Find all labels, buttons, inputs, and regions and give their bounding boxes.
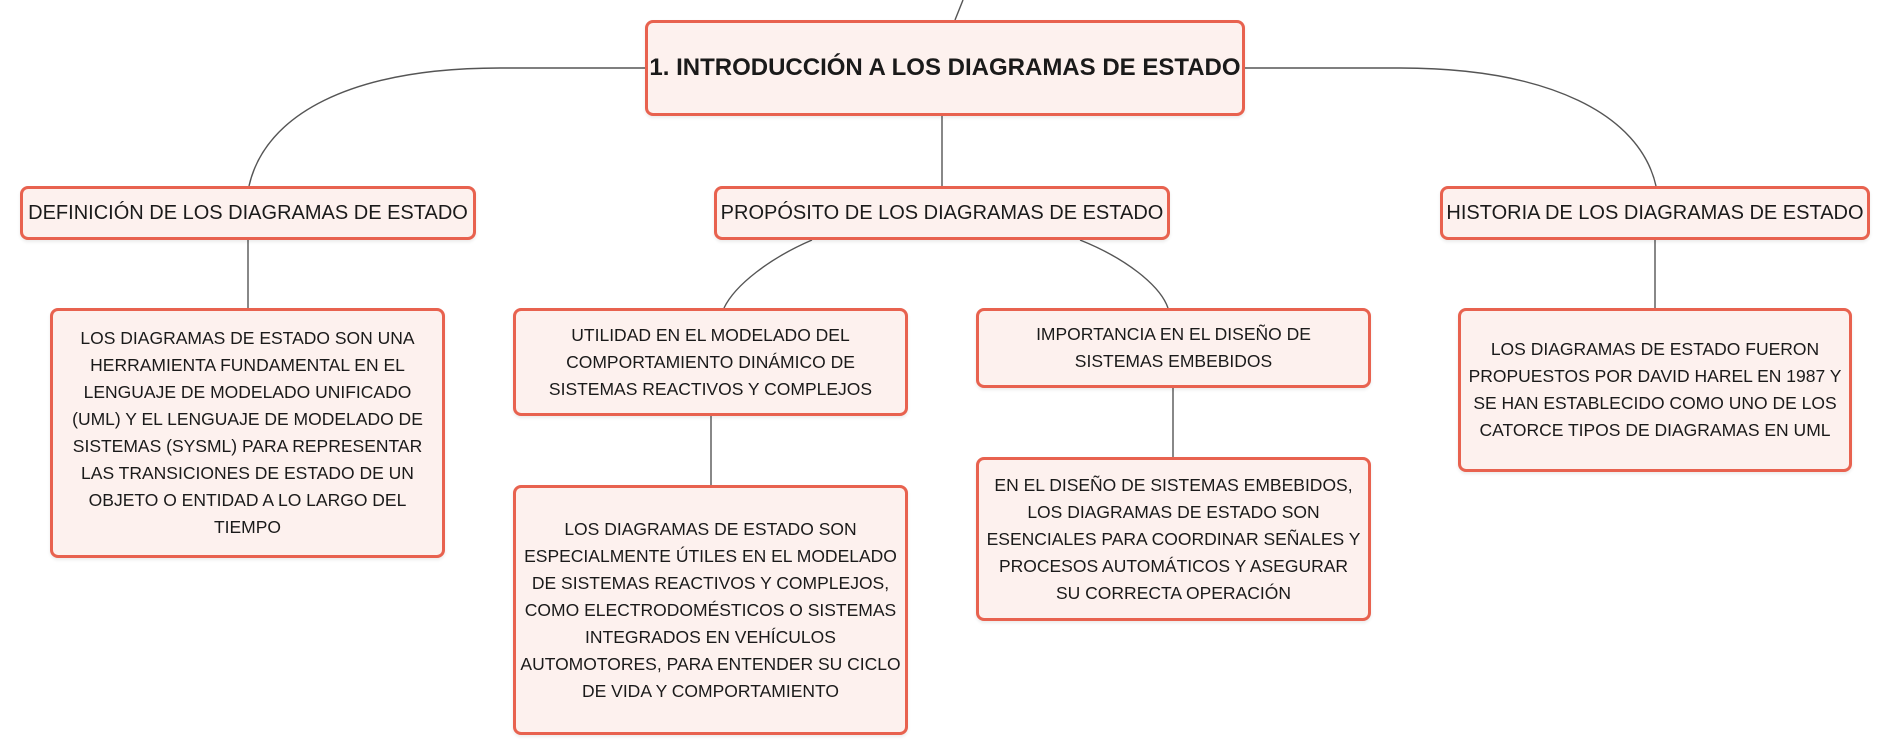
definicion-detail-node[interactable] [50, 308, 445, 558]
utilidad-detail-text: LOS DIAGRAMAS DE ESTADO SON ESPECIALMENTE ÚTILES EN EL MODELADO DE SISTEMAS REACTIVOS Y COMPLEJOS, COMO ELECTRODOMÉSTICOS O SISTEMAS INTEGRADOS EN VEHÍCULOS AUTOMOTORES, PARA ENTENDER SU CICLO DE VIDA Y COMPORTAMIENTO [520, 518, 901, 701]
importancia-label: IMPORTANCIA EN EL DISEÑO DE SISTEMAS EMBEBIDOS [1036, 324, 1311, 371]
utilidad-node[interactable] [513, 308, 908, 416]
connector-proposito-importancia [1080, 240, 1168, 308]
historia-detail-text: LOS DIAGRAMAS DE ESTADO FUERON PROPUESTOS POR DAVID HAREL EN 1987 Y SE HAN ESTABLECIDO COMO UNO DE LOS CATORCE TIPOS DE DIAGRAMAS EN UML [1468, 339, 1842, 440]
definicion-detail-text: LOS DIAGRAMAS DE ESTADO SON UNA HERRAMIENTA FUNDAMENTAL EN EL LENGUAJE DE MODELADO UNIFICADO (UML) Y EL LENGUAJE DE MODELADO DE SISTEMAS (SYSML) PARA REPRESENTAR LAS TRANSICIONES DE ESTADO DE UN OBJETO O ENTIDAD A LO LARGO DEL TIEMPO [72, 328, 423, 537]
connector-root-historia [1245, 68, 1656, 186]
importancia-detail-text: EN EL DISEÑO DE SISTEMAS EMBEBIDOS, LOS DIAGRAMAS DE ESTADO SON ESENCIALES PARA COORDINAR SEÑALES Y PROCESOS AUTOMÁTICOS Y ASEGURAR SU CORRECTA OPERACIÓN [986, 474, 1361, 603]
connector-root-definicion [249, 68, 645, 186]
branch-historia-node[interactable] [1440, 186, 1870, 240]
utilidad-label: UTILIDAD EN EL MODELADO DEL COMPORTAMIENTO DINÁMICO DE SISTEMAS REACTIVOS Y COMPLEJOS [548, 324, 873, 399]
utilidad-detail-node[interactable] [513, 485, 908, 735]
branch-definicion-label: DEFINICIÓN DE LOS DIAGRAMAS DE ESTADO [28, 201, 468, 224]
branch-historia-label: HISTORIA DE LOS DIAGRAMAS DE ESTADO [1446, 201, 1864, 224]
connector-proposito-utilidad [724, 240, 812, 308]
branch-proposito-node[interactable] [714, 186, 1170, 240]
historia-detail-node[interactable] [1458, 308, 1852, 472]
branch-definicion-node[interactable] [20, 186, 476, 240]
connector-top-stub [955, 0, 963, 20]
importancia-node[interactable] [976, 308, 1371, 388]
root-topic-node[interactable] [645, 20, 1245, 116]
root-topic-label: 1. INTRODUCCIÓN A LOS DIAGRAMAS DE ESTADO [649, 54, 1241, 81]
importancia-detail-node[interactable] [976, 457, 1371, 621]
branch-proposito-label: PROPÓSITO DE LOS DIAGRAMAS DE ESTADO [720, 201, 1164, 224]
